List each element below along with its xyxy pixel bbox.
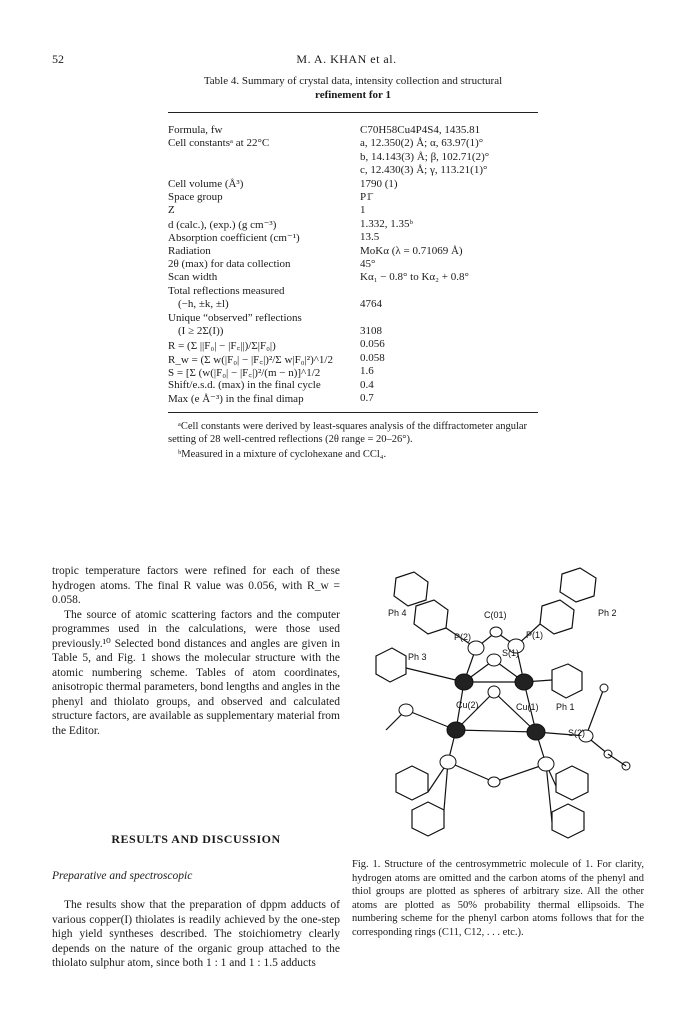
table-row-label: Z <box>168 204 175 217</box>
page-number: 52 <box>52 52 64 66</box>
table-row-value: 45° <box>360 258 376 270</box>
table-row-label: 2θ (max) for data collection <box>168 258 291 270</box>
atom-cu1 <box>515 674 533 690</box>
table-row-label: Max (e Å⁻³) in the final dimap <box>168 393 304 405</box>
figure-caption: Fig. 1. Structure of the centrosymmetric molecule of 1. For clarity, hydrogen atoms are omitted and the carbon atoms of the phenyl and thiol groups are plotted as spheres of arbitrary size. All the other atoms are plotted as 50% probability thermal ellipsoids. The numbering scheme for the phenyl carbon atoms follows that for the corresponding rings (C11, C12, . . . etc.). <box>352 859 644 938</box>
table-row <box>168 164 538 177</box>
table-row-value: 13.5 <box>360 231 380 244</box>
phenyl-ring-lower-left <box>396 766 428 800</box>
table-row <box>168 218 538 231</box>
table-caption-line-2: refinement for 1 <box>315 89 391 101</box>
atom-c01 <box>490 627 502 637</box>
table-row-label: Total reflections measured <box>168 284 285 297</box>
table-row-label: Space group <box>168 191 223 203</box>
label-ph1: Ph 1 <box>556 702 575 712</box>
table-row-value: 1790 (1) <box>360 177 398 190</box>
atom-cu1-prime <box>527 724 545 740</box>
table-row-value: a, 12.350(2) Å; α, 63.97(1)° <box>360 137 484 150</box>
label-ph2: Ph 2 <box>598 608 617 618</box>
table-row-value: 0.058 <box>360 351 385 364</box>
phenyl-ring-ph2-top <box>560 568 596 602</box>
molecule-structure-drawing <box>356 560 640 850</box>
table-row-value: Kα₁ − 0.8° to Kα₂ + 0.8° <box>360 271 469 284</box>
table-row-value: b, 14.143(3) Å; β, 102.71(2)° <box>360 150 490 163</box>
table-top-rule <box>168 112 538 113</box>
atom-cu2 <box>455 674 473 690</box>
phenyl-ring-ph4-top <box>394 572 428 606</box>
table-row-label: Absorption coefficient (cm⁻¹) <box>168 232 300 245</box>
label-cu2: Cu(2) <box>456 700 479 710</box>
table-row <box>168 352 538 365</box>
label-p1: P(1) <box>526 630 544 640</box>
label-s1: S(1) <box>502 648 520 658</box>
table-row <box>168 191 538 204</box>
body-text-column-2 <box>52 898 340 971</box>
paragraph-1: tropic temperature factors were refined for each of these hydrogen atoms. The final R value was 0.056, with R_w = 0.058. <box>52 565 340 606</box>
label-ph3: Ph 3 <box>408 652 427 662</box>
table-row-value: 1 <box>360 204 366 217</box>
atom-centre <box>488 686 500 698</box>
phenyl-ring-ph4 <box>414 600 448 634</box>
label-s2: S(2) <box>568 728 586 738</box>
table-row-value: 0.4 <box>360 378 374 391</box>
table-row <box>168 204 538 217</box>
table-row <box>168 312 538 325</box>
table-row-label: Cell constantsᵃ at 22°C <box>168 137 270 150</box>
table-row <box>168 325 538 338</box>
phenyl-ring-ph2 <box>540 600 574 634</box>
subsection-heading: Preparative and spectroscopic <box>52 870 193 882</box>
label-c01: C(01) <box>484 610 507 620</box>
section-heading: RESULTS AND DISCUSSION <box>111 832 281 846</box>
table-row-value: 4764 <box>360 298 382 311</box>
phenyl-ring-bottom-left <box>412 802 444 836</box>
footnote-a: ᵃCell constants were derived by least-squares analysis of the diffractometer angular setting of 28 well-centred reflections (2θ range = 20–26°). <box>168 421 528 445</box>
table-row <box>168 392 538 405</box>
table-row <box>168 338 538 351</box>
table-row-label: R = (Σ ||F₀| − |F꜀||)/Σ|F₀|) <box>168 340 276 353</box>
table-row-value: 0.056 <box>360 338 385 351</box>
label-cu1: Cu(1) <box>516 702 539 712</box>
table-row-label: (−h, ±k, ±l) <box>178 298 229 311</box>
table-row-value: c, 12.430(3) Å; γ, 113.21(1)° <box>360 164 488 177</box>
table-row-label: Shift/e.s.d. (max) in the final cycle <box>168 378 321 391</box>
label-ph4: Ph 4 <box>388 608 407 618</box>
table-row <box>168 151 538 164</box>
table-row-label: d (calc.), (exp.) (g cm⁻³) <box>168 218 277 231</box>
table-bottom-rule <box>168 412 538 413</box>
table-row <box>168 124 538 137</box>
table-footnotes <box>168 420 538 461</box>
table-row-label: Cell volume (Å³) <box>168 177 244 190</box>
atom-cu2-prime <box>447 722 465 738</box>
phenyl-ring-bottom-right <box>552 804 584 838</box>
atom-c-lower <box>488 777 500 787</box>
table-row <box>168 245 538 258</box>
phenyl-ring-ph3 <box>376 648 406 682</box>
table-row <box>168 258 538 271</box>
table-row <box>168 365 538 378</box>
table-row-label: Formula, fw <box>168 124 223 136</box>
phenyl-ring-lower-right <box>556 766 588 800</box>
running-head: M. A. KHAN et al. <box>296 52 397 66</box>
table-row <box>168 271 538 284</box>
paragraph-2: The source of atomic scattering factors and the computer programmes used in the calculations, were those used previously.¹⁰ Selected bond distances and angles are given in Table 5, and Fig. 1 shows the molecular structure with the atomic numbering scheme. Tables of atom coordinates, anisotropic thermal parameters, bond lengths and angles in the phenyl and thiolato groups, and observed and calculated structure factors, are available as supplementary material from the Editor. <box>52 608 340 737</box>
paragraph-3: The results show that the preparation of dppm adducts of various copper(I) thiolates is readily achieved by the one-step high yield syntheses described. The stoichiometry clearly depends on the nature of the organic group attached to the thiolato sulphur atom, since both 1 : 1 and 1 : 1.5 adducts <box>52 899 340 969</box>
table-row-label: R_w = (Σ w(|F₀| − |F꜀|)²/Σ w|F₀|²)^1/2 <box>168 353 333 366</box>
table-row-label: (I ≥ 2Σ(I)) <box>178 325 224 337</box>
phenyl-ring-ph1 <box>552 664 582 698</box>
table-row <box>168 298 538 311</box>
label-p2: P(2) <box>454 632 472 642</box>
atom-p2 <box>468 641 484 655</box>
table-row-value: MoKα (λ = 0.71069 Å) <box>360 244 463 257</box>
table-row <box>168 137 538 150</box>
table-row <box>168 178 538 191</box>
figure-1 <box>356 560 640 850</box>
table-row-value: 1.332, 1.35ᵇ <box>360 217 413 230</box>
table-row-label: Unique “observed” reflections <box>168 311 302 324</box>
atom-p-lower-left <box>440 755 456 769</box>
table-row-value: 3108 <box>360 325 382 337</box>
atom-s1 <box>487 654 501 666</box>
table-row-value: 1.6 <box>360 365 374 378</box>
table-caption <box>168 74 538 102</box>
atom-s-left <box>399 704 413 716</box>
table-row <box>168 231 538 244</box>
atom-p-lower-right <box>538 757 554 771</box>
atom-thiol-c2 <box>600 684 608 692</box>
table-row <box>168 379 538 392</box>
table-row-value: 0.7 <box>360 392 374 404</box>
table-row-value: C70H58Cu4P4S4, 1435.81 <box>360 124 481 136</box>
table-row-label: Scan width <box>168 271 218 284</box>
table-caption-line-1: Table 4. Summary of crystal data, intensity collection and structural <box>203 75 503 87</box>
table-row-label: Radiation <box>168 244 211 257</box>
footnote-b: ᵇMeasured in a mixture of cyclohexane and CCl₄. <box>178 449 387 460</box>
table-row-label: S = [Σ (w(|F₀| − |F꜀|)²/(m − n)]^1/2 <box>168 367 321 380</box>
body-text-column <box>52 564 340 738</box>
table-row-value: P1̄ <box>360 191 372 203</box>
table-row <box>168 285 538 298</box>
